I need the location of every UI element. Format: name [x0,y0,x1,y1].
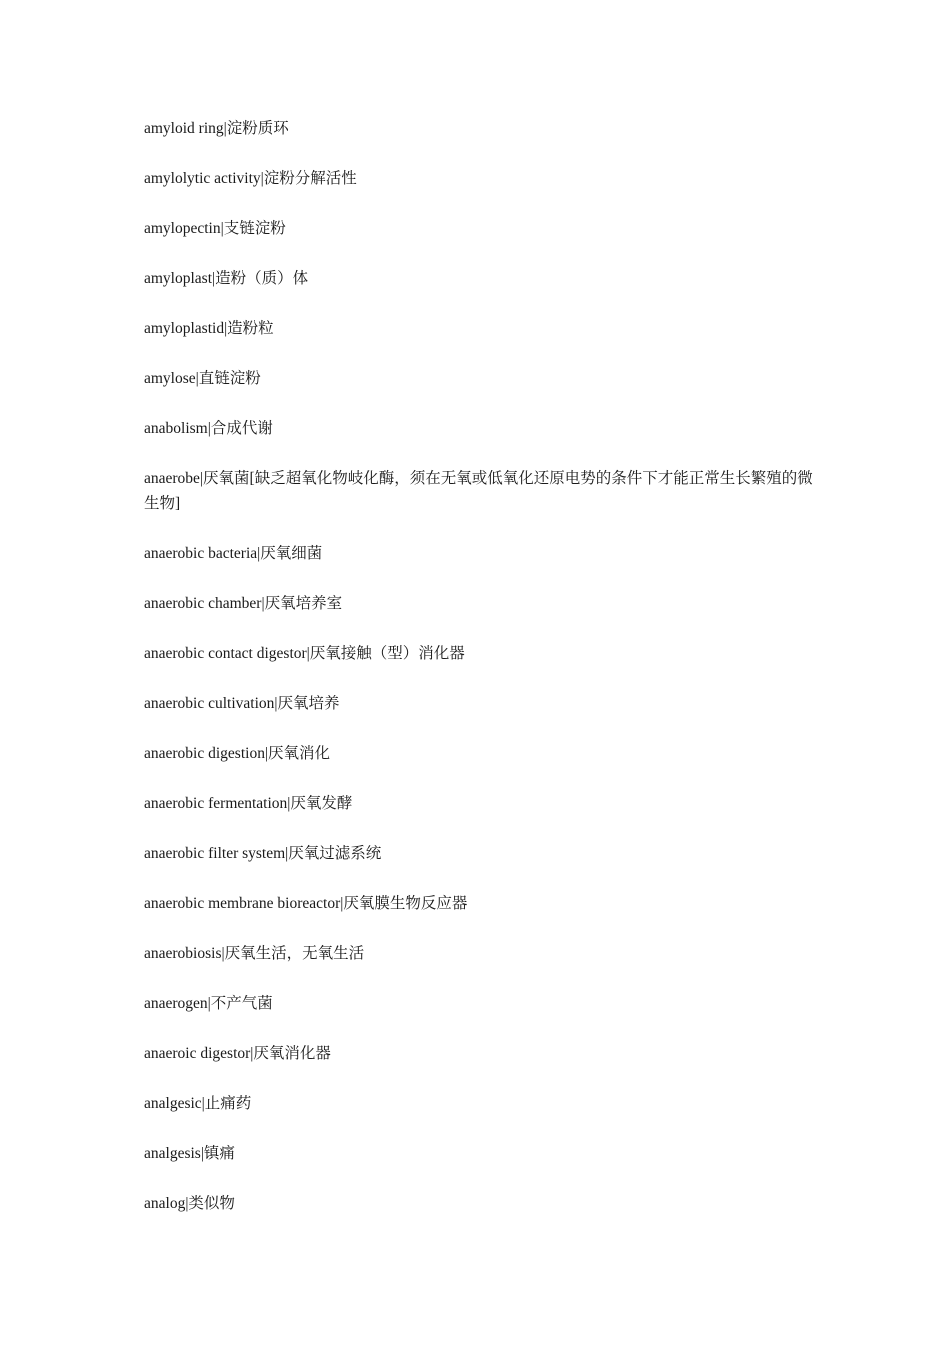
glossary-entry: anabolism|合成代谢 [144,420,273,437]
glossary-entry: anaerobic digestion|厌氧消化 [144,745,331,762]
glossary-entry: amylose|直链淀粉 [144,370,261,387]
glossary-list [144,116,824,1241]
glossary-entry: anaerobic bacteria|厌氧细菌 [144,545,323,562]
glossary-entry: analgesic|止痛药 [144,1095,252,1112]
glossary-entry: anaerobic fermentation|厌氧发酵 [144,795,353,812]
glossary-entry: anaerogen|不产气菌 [144,995,273,1012]
glossary-entry: amyloplast|造粉（质）体 [144,270,309,287]
glossary-entry: anaeroic digestor|厌氧消化器 [144,1045,331,1062]
glossary-entry: amylopectin|支链淀粉 [144,220,286,237]
glossary-entry: anaerobic contact digestor|厌氧接触（型）消化器 [144,645,465,662]
glossary-entry: amyloplastid|造粉粒 [144,320,274,337]
glossary-entry: anaerobic filter system|厌氧过滤系统 [144,845,382,862]
glossary-entry: analog|类似物 [144,1195,235,1212]
glossary-entry: anaerobic cultivation|厌氧培养 [144,695,340,712]
glossary-entry: anaerobic membrane bioreactor|厌氧膜生物反应器 [144,895,468,912]
glossary-entry: analgesis|镇痛 [144,1145,235,1162]
glossary-entry: amyloid ring|淀粉质环 [144,120,289,137]
glossary-entry: anaerobiosis|厌氧生活，无氧生活 [144,945,365,962]
glossary-entry: anaerobic chamber|厌氧培养室 [144,595,343,612]
glossary-entry: amylolytic activity|淀粉分解活性 [144,170,357,187]
glossary-entry: anaerobe|厌氧菌[缺乏超氧化物岐化酶，须在无氧或低氧化还原电势的条件下才能正常生长繁殖的微生物] [144,470,813,512]
